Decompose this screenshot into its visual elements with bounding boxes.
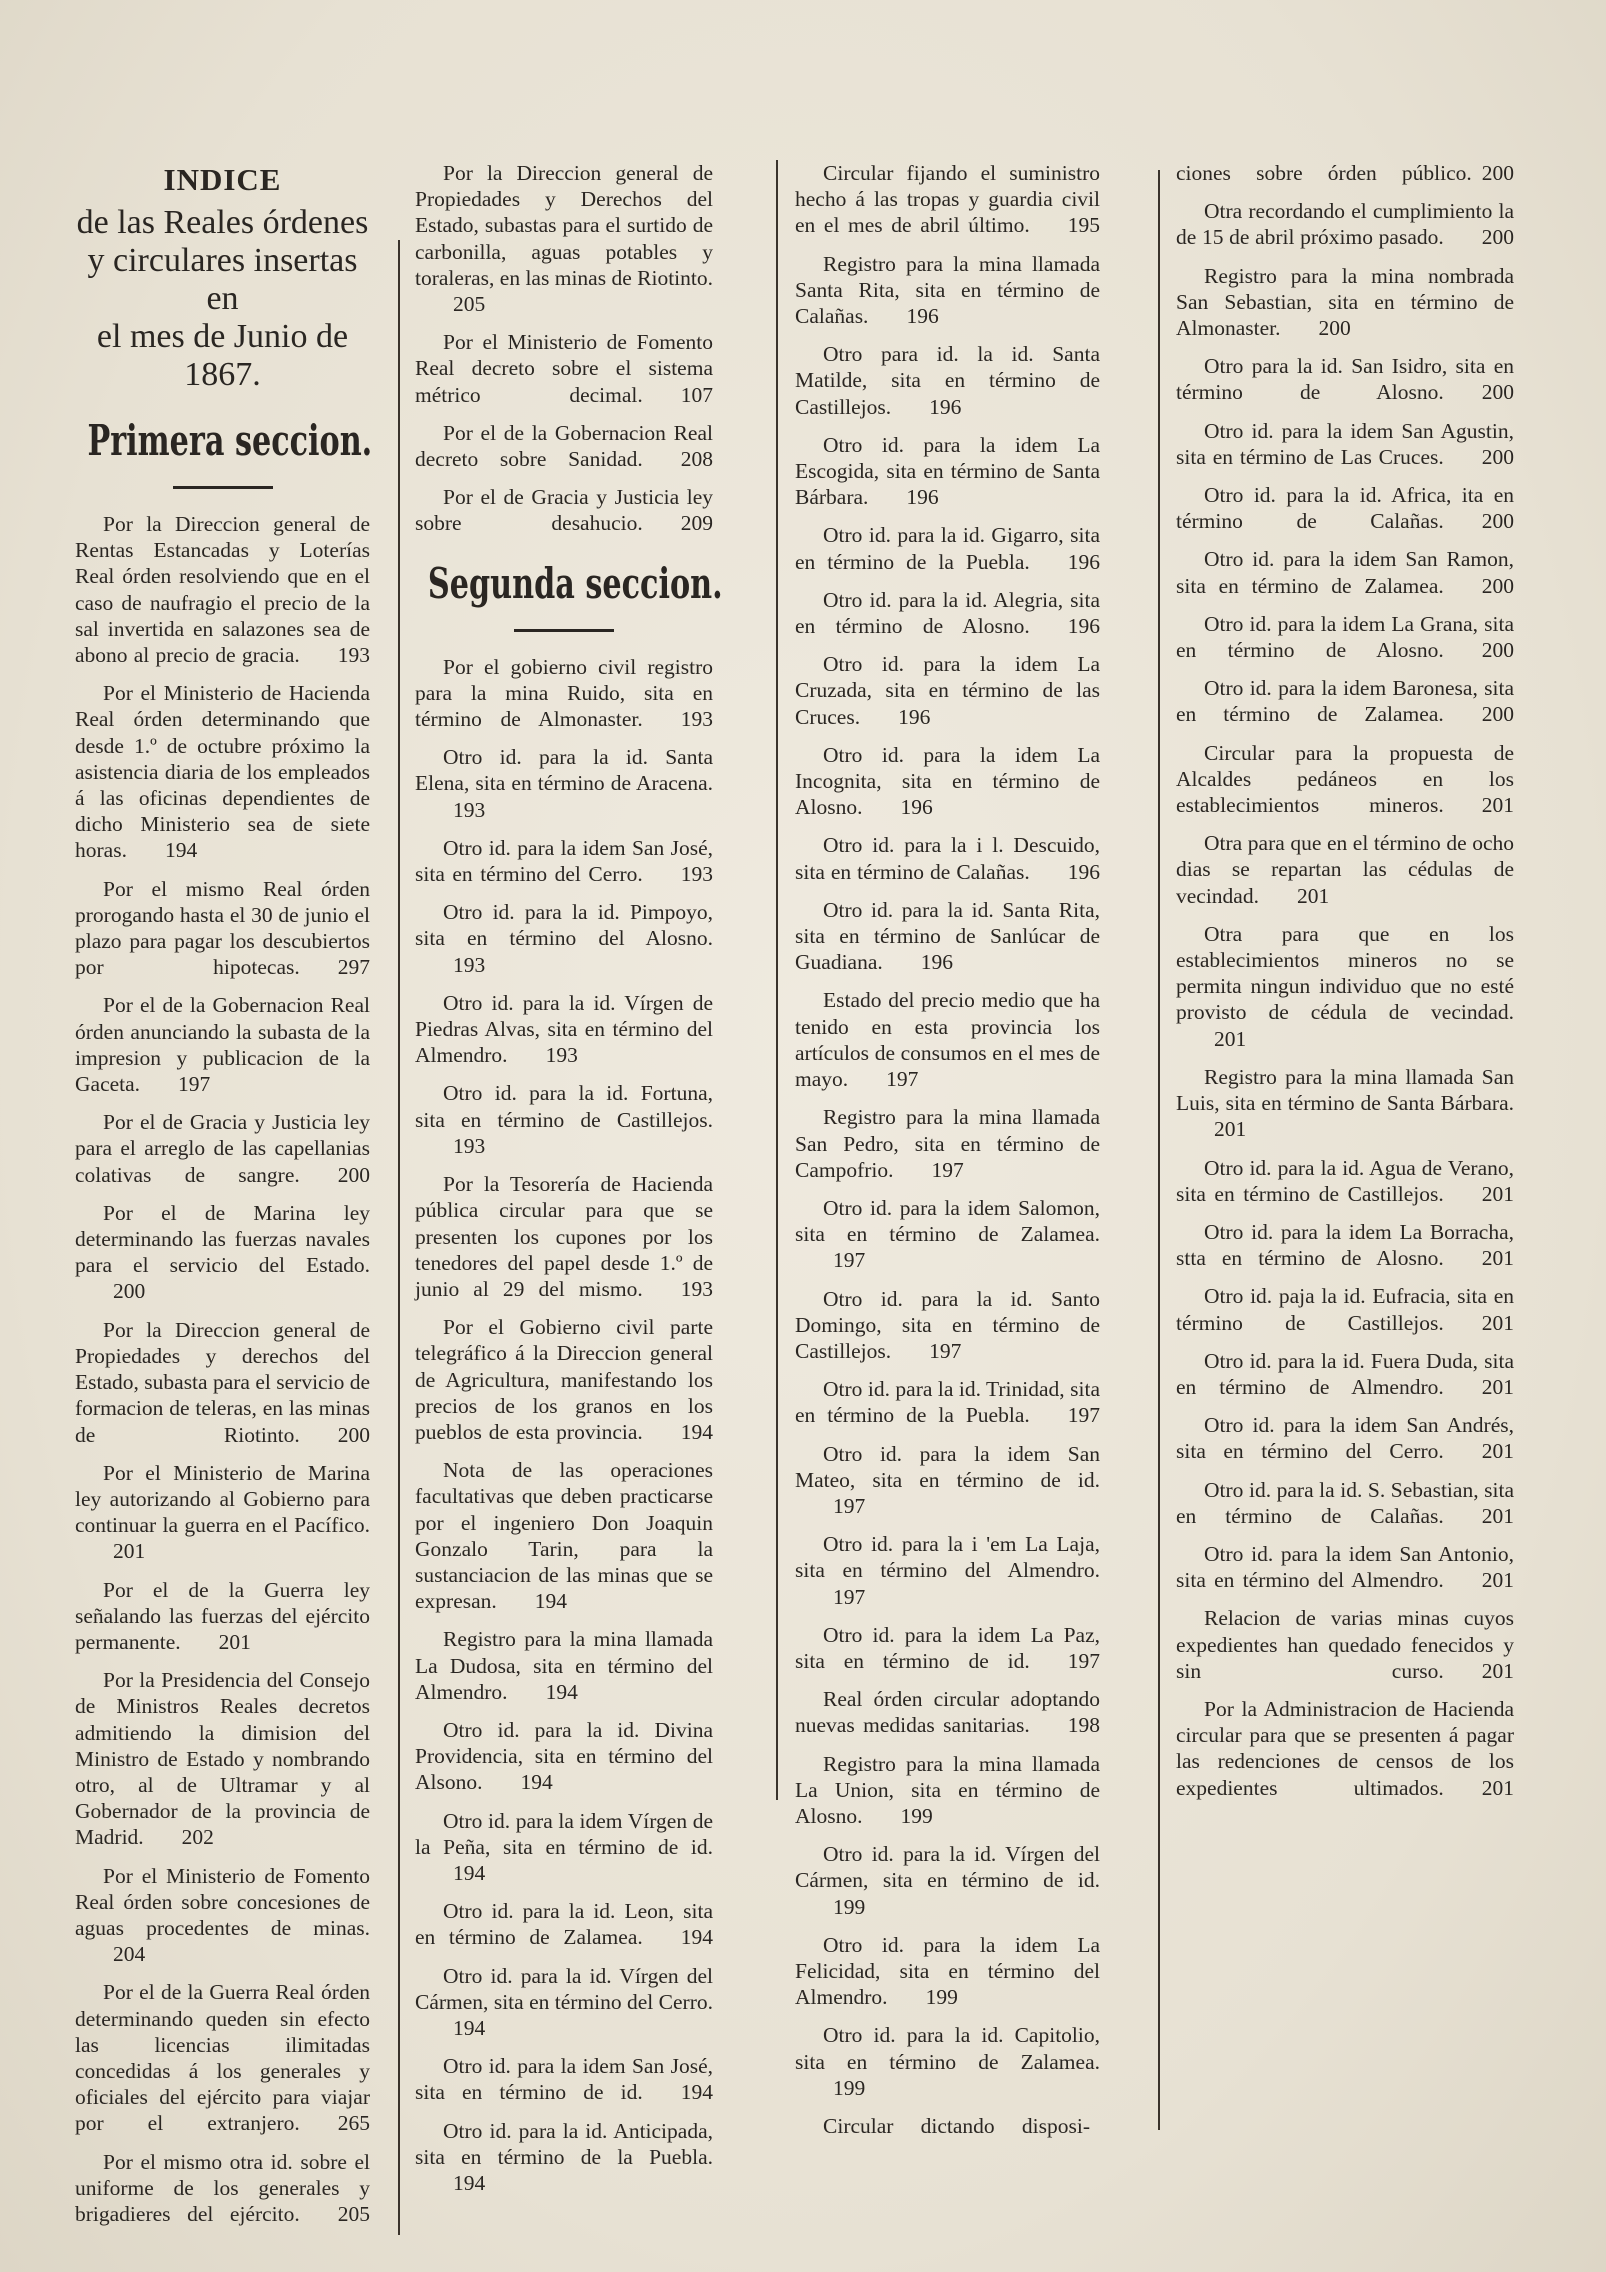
page-number: 194 bbox=[680, 2080, 713, 2105]
section-divider bbox=[173, 486, 273, 489]
entry-text: Por la Direccion general de Rentas Estancadas y Loterías Real órden resolviendo que en el caso de naufragio el precio de la sal invertida en salazones sea de abono al precio de gracia. bbox=[75, 512, 370, 668]
index-entry bbox=[415, 1171, 713, 1302]
entry-text: Por la Tesorería de Hacienda pública circular para que se presenten los cupones por los tenedores del papel desde 1.º de junio al 29 del mismo. bbox=[415, 1172, 713, 1301]
index-entry bbox=[1176, 198, 1514, 250]
page-number: 197 bbox=[929, 1338, 962, 1363]
page-number: 200 bbox=[1481, 225, 1514, 250]
page-number: 200 bbox=[1481, 380, 1514, 405]
entry-text: Otro id. para la idem Baronesa, sita en término de Zalamea. bbox=[1176, 676, 1514, 727]
entry-text: Circular para la propuesta de Alcaldes pedáneos en los establecimientos mineros. bbox=[1176, 740, 1514, 818]
index-entry bbox=[1176, 1541, 1514, 1593]
index-entry bbox=[415, 835, 713, 887]
entry-text: Otro id. para la id. Divina Providencia, sita en término del Alsono. bbox=[415, 1717, 713, 1795]
entry-text: Otro id. para la idem San Ramon, sita en término de Zalamea. bbox=[1176, 547, 1514, 598]
index-entry bbox=[795, 1841, 1100, 1920]
page-number: 196 bbox=[1067, 614, 1100, 639]
entry-text: Por el Gobierno civil parte telegráfico á la Direccion general de Agricultura, manifestando los precios de los granos en los pueblos de esta provincia. bbox=[415, 1315, 713, 1444]
index-entry bbox=[75, 1863, 370, 1968]
page-number: 194 bbox=[164, 838, 198, 863]
index-entry bbox=[795, 432, 1100, 511]
page-number: 205 bbox=[453, 292, 486, 317]
index-entry bbox=[415, 1457, 713, 1614]
page-number: 201 bbox=[1481, 1503, 1514, 1528]
entry-text: Otro id. para la id. Agua de Verano, sita en término de Castillejos. bbox=[1176, 1155, 1514, 1206]
index-entry bbox=[415, 160, 713, 317]
entry-text: Otro id. para la id. Fuera Duda, sita en término de Almendro. bbox=[1176, 1348, 1514, 1399]
entry-text: Por el de la Gobernacion Real decreto sobre Sanidad. bbox=[415, 420, 713, 472]
page-number: 200 bbox=[1481, 444, 1514, 469]
index-entry bbox=[795, 1622, 1100, 1674]
entry-text: Por la Direccion general de Propiedades y derechos del Estado, subasta para el servicio de formacion de teleras, en las minas de Riotinto. bbox=[75, 1317, 370, 1447]
page-number: 200 bbox=[1318, 316, 1351, 341]
page-number: 194 bbox=[680, 1419, 713, 1444]
entry-text: Por el Ministerio de Fomento Real órden sobre concesiones de aguas procedentes de minas. bbox=[75, 1863, 370, 1940]
index-entry bbox=[75, 1667, 370, 1850]
entry-text: Por el Ministerio de Marina ley autorizando al Gobierno para continuar la guerra en el Pacífico. bbox=[75, 1460, 370, 1538]
page-number: 200 bbox=[1481, 509, 1514, 534]
index-entry bbox=[1176, 1155, 1514, 1207]
page-number: 201 bbox=[1481, 1568, 1514, 1593]
entry-text: Otro id. para la id. Santa Rita, sita en término de Sanlúcar de Guadiana. bbox=[795, 897, 1100, 975]
entry-text: Otro id. para la id. Anticipada, sita en término de la Puebla. bbox=[415, 2118, 713, 2169]
entry-text: Otro id. para la idem San Agustin, sita en término de Las Cruces. bbox=[1176, 418, 1514, 469]
page-number: 200 bbox=[1481, 573, 1514, 598]
page-number: 199 bbox=[833, 2075, 866, 2100]
index-entry bbox=[1176, 546, 1514, 598]
entry-list bbox=[415, 160, 713, 537]
index-entry bbox=[795, 742, 1100, 821]
index-entry bbox=[1176, 1412, 1514, 1464]
page-number: 201 bbox=[113, 1539, 146, 1564]
page-number: 209 bbox=[680, 511, 713, 536]
entry-text: Por el de la Guerra Real órden determinando queden sin efecto las licencias ilimitadas concedidas á los generales y oficiales del ejército para viajar por el extranjero. bbox=[75, 1980, 370, 2136]
index-entry bbox=[795, 897, 1100, 976]
page-number: 265 bbox=[337, 2111, 370, 2136]
entry-text: Estado del precio medio que ha tenido en esta provincia los artículos de consumos en el mes de mayo. bbox=[795, 988, 1100, 1092]
entry-text: Por la Administracion de Hacienda circular para que se presenten á pagar las redenciones de censos de los expedientes ultimados. bbox=[1176, 1696, 1514, 1800]
page-number: 196 bbox=[900, 795, 933, 820]
entry-text: Circular fijando el suministro hecho á las tropas y guardia civil en el mes de abril último. bbox=[795, 161, 1100, 238]
index-entry bbox=[795, 1286, 1100, 1365]
entry-text: Por el gobierno civil registro para la mina Ruido, sita en término de Almonaster. bbox=[415, 654, 713, 732]
index-entry bbox=[795, 587, 1100, 639]
index-entry bbox=[1176, 611, 1514, 663]
index-entry bbox=[415, 1626, 713, 1705]
entry-text: Otro id. para la idem San José, sita en término de id. bbox=[415, 2054, 713, 2105]
column-3 bbox=[795, 160, 1100, 2252]
index-entry bbox=[415, 2118, 713, 2197]
index-entry bbox=[415, 1717, 713, 1796]
index-entry bbox=[415, 484, 713, 536]
entry-text: Por el Ministerio de Fomento Real decreto sobre el sistema métrico decimal. bbox=[415, 330, 713, 407]
index-entry bbox=[1176, 830, 1514, 909]
index-entry bbox=[795, 1195, 1100, 1274]
entry-text: Por el mismo Real órden prorogando hasta el 30 de junio el plazo para pagar los descubiertos por hipotecas. bbox=[75, 876, 370, 980]
index-entry bbox=[1176, 921, 1514, 1052]
index-entry bbox=[415, 899, 713, 978]
section-divider bbox=[514, 629, 614, 632]
entry-text: Por la Direccion general de Propiedades y Derechos del Estado, subastas para el surtido de carbonilla, aguas potables y toraleras, en las minas de Riotinto. bbox=[415, 161, 713, 290]
entry-text: Otro id. para la idem La Grana, sita en término de Alosno. bbox=[1176, 611, 1514, 663]
page-number: 201 bbox=[1481, 793, 1514, 818]
entry-text: Circular dictando disposi- bbox=[823, 2114, 1090, 2138]
column-2 bbox=[415, 160, 723, 2252]
page-number: 201 bbox=[1214, 1026, 1247, 1051]
entry-text: Otro id. paja la id. Eufracia, sita en término de Castillejos. bbox=[1176, 1284, 1514, 1335]
page-number: 195 bbox=[1067, 213, 1100, 238]
entry-text: Otro id. para la id. Pimpoyo, sita en término del Alosno. bbox=[415, 900, 713, 951]
index-entry bbox=[795, 651, 1100, 730]
page-number: 201 bbox=[1296, 883, 1330, 908]
page-number: 208 bbox=[680, 447, 713, 472]
section-title-segunda: Segunda seccion. bbox=[427, 558, 723, 608]
page-number: 200 bbox=[1481, 638, 1514, 663]
entry-text: Otro id. para la id. Gigarro, sita en término de la Puebla. bbox=[795, 523, 1100, 574]
page-number: 200 bbox=[337, 1162, 370, 1187]
index-entry bbox=[75, 511, 370, 668]
index-entry bbox=[795, 160, 1100, 239]
entry-text: Otro id. para la idem San José, sita en término del Cerro. bbox=[415, 835, 713, 887]
entry-text: Otro id. para la id. Fortuna, sita en término de Castillejos. bbox=[415, 1081, 713, 1132]
page-number: 200 bbox=[113, 1279, 146, 1304]
page-number: 201 bbox=[1481, 1246, 1514, 1271]
index-entry bbox=[415, 1898, 713, 1950]
index-entry bbox=[795, 1441, 1100, 1520]
entry-text: Por el mismo otra id. sobre el uniforme de los generales y brigadieres del ejército. bbox=[75, 2149, 370, 2226]
index-subtitle-2: y circulares insertas en bbox=[87, 242, 358, 317]
entry-text: Por el de la Guerra ley señalando las fuerzas del ejército permanente. bbox=[75, 1577, 370, 1654]
index-entry bbox=[415, 1314, 713, 1445]
page-number: 194 bbox=[453, 2171, 486, 2195]
index-entry bbox=[1176, 1477, 1514, 1529]
index-entry bbox=[415, 990, 713, 1069]
entry-text: Otro id. para la idem Salomon, sita en término de Zalamea. bbox=[795, 1195, 1100, 1247]
index-entry bbox=[75, 1577, 370, 1656]
page-number: 196 bbox=[906, 304, 939, 329]
index-entry bbox=[415, 1080, 713, 1159]
entry-text: Registro para la mina llamada San Pedro, sita en término de Campofrio. bbox=[795, 1105, 1100, 1182]
entry-list bbox=[1176, 160, 1514, 1801]
page-number: 194 bbox=[520, 1770, 553, 1795]
page-number: 199 bbox=[833, 1894, 866, 1919]
page-number: 201 bbox=[1481, 1658, 1514, 1683]
page-number: 197 bbox=[833, 1493, 866, 1518]
index-entry bbox=[75, 1200, 370, 1305]
index-entry bbox=[1176, 1064, 1514, 1143]
page-number: 194 bbox=[453, 2015, 486, 2040]
entry-text: Otro id. para la idem La Incognita, sita en término de Alosno. bbox=[795, 742, 1100, 820]
index-entry bbox=[795, 832, 1100, 884]
index-subtitle-3: el mes de Junio de 1867. bbox=[96, 318, 349, 393]
page-number: 198 bbox=[1067, 1713, 1100, 1738]
entry-list bbox=[415, 654, 713, 2197]
page-number: 197 bbox=[931, 1157, 964, 1182]
entry-text: Otro id. para la id. Vírgen del Cármen, sita en término del Cerro. bbox=[415, 1963, 713, 2014]
entry-list bbox=[75, 511, 370, 2227]
index-entry bbox=[415, 329, 713, 408]
index-entry bbox=[1176, 263, 1514, 342]
page-number: 197 bbox=[1067, 1403, 1100, 1428]
entry-text: Otro id. para la id. Vírgen de Piedras Alvas, sita en término del Almendro. bbox=[415, 990, 713, 1068]
entry-text: Por el Ministerio de Hacienda Real órden determinando que desde 1.º de octubre próximo la asistencia diaria de los empleados á las oficinas dependientes de dicho Ministerio sea de siete horas. bbox=[75, 681, 370, 863]
entry-text: Otro id. para la id. Capitolio, sita en término de Zalamea. bbox=[795, 2023, 1100, 2074]
index-entry bbox=[1176, 1605, 1514, 1684]
index-entry bbox=[795, 1932, 1100, 2011]
entry-text: Otro id. para la i l. Descuido, sita en término de Calañas. bbox=[795, 833, 1100, 884]
index-entry bbox=[1176, 482, 1514, 534]
entry-text: Otro id. para la idem La Escogida, sita en término de Santa Bárbara. bbox=[795, 432, 1100, 510]
page-number: 201 bbox=[1481, 1310, 1514, 1335]
entry-text: Registro para la mina llamada Santa Rita, sita en término de Calañas. bbox=[795, 251, 1100, 329]
entry-text: Otro para id. la id. Santa Matilde, sita en término de Castillejos. bbox=[795, 342, 1100, 419]
index-entry bbox=[415, 420, 713, 472]
section-title-primera: Primera seccion. bbox=[87, 416, 373, 465]
page-number: 193 bbox=[453, 952, 486, 977]
entry-text: Registro para la mina llamada San Luis, sita en término de Santa Bárbara. bbox=[1176, 1064, 1514, 1116]
index-entry bbox=[795, 987, 1100, 1092]
page-number: 193 bbox=[680, 707, 713, 732]
page-number: 197 bbox=[833, 1584, 866, 1609]
entry-text: Otro id. para la idem San Andrés, sita en término del Cerro. bbox=[1176, 1413, 1514, 1464]
page-number: 194 bbox=[680, 1925, 713, 1950]
entry-text: Otra para que en el término de ocho dias se repartan las cédulas de vecindad. bbox=[1176, 831, 1514, 908]
entry-text: Otro id. para la id. Alegria, sita en término de Alosno. bbox=[795, 587, 1100, 639]
page-number: 196 bbox=[920, 950, 954, 975]
page-number: 201 bbox=[1481, 1374, 1514, 1399]
page-number: 196 bbox=[929, 394, 962, 419]
index-entry bbox=[795, 522, 1100, 574]
index-entry bbox=[75, 1460, 370, 1565]
page-number: 194 bbox=[534, 1589, 568, 1614]
entry-text: Real órden circular adoptando nuevas medidas sanitarias. bbox=[795, 1687, 1100, 1738]
page-number: 201 bbox=[1481, 1181, 1514, 1206]
column-rule bbox=[398, 240, 400, 2235]
index-entry bbox=[75, 1109, 370, 1188]
page-number: 193 bbox=[453, 797, 486, 822]
index-entry bbox=[75, 876, 370, 981]
index-entry bbox=[75, 992, 370, 1097]
page-number: 197 bbox=[833, 1248, 866, 1273]
page-number: 107 bbox=[680, 382, 713, 407]
entry-text: Otro id. para la id. Leon, sita en término de Zalamea. bbox=[415, 1899, 713, 1950]
entry-text: Por el de Gracia y Justicia ley sobre desahucio. bbox=[415, 485, 713, 536]
page-number: 201 bbox=[1481, 1775, 1514, 1800]
index-entry bbox=[1176, 675, 1514, 727]
entry-text: Otro id. para la idem San Mateo, sita en término de id. bbox=[795, 1441, 1100, 1492]
entry-text: Otro id. para la id. S. Sebastian, sita en término de Calañas. bbox=[1176, 1477, 1514, 1528]
column-rule bbox=[1158, 170, 1160, 2130]
page-number: 197 bbox=[1067, 1648, 1100, 1673]
entry-text: Otro id. para la idem La Paz, sita en término de id. bbox=[795, 1622, 1100, 1673]
entry-text: Otro id. para la id. Santa Elena, sita en término de Aracena. bbox=[415, 745, 713, 796]
index-entry bbox=[795, 1751, 1100, 1830]
page-number: 196 bbox=[1067, 549, 1100, 574]
index-entry bbox=[795, 1104, 1100, 1183]
page-number: 199 bbox=[900, 1803, 933, 1828]
page-number: 200 bbox=[337, 1422, 370, 1447]
page-number: 205 bbox=[337, 2201, 370, 2226]
page-number: 194 bbox=[545, 1679, 578, 1704]
index-entry bbox=[75, 1979, 370, 2136]
page-number: 297 bbox=[337, 955, 370, 980]
page-number: 197 bbox=[178, 1072, 211, 1097]
page-number: 201 bbox=[1214, 1117, 1247, 1142]
page-number: 193 bbox=[680, 1276, 713, 1301]
index-entry bbox=[415, 744, 713, 823]
page-number: 196 bbox=[906, 485, 939, 510]
page-number: 202 bbox=[181, 1825, 214, 1850]
entry-text: Otro id. para la id. Vírgen del Cármen, sita en término de id. bbox=[795, 1842, 1100, 1893]
index-entry bbox=[1176, 418, 1514, 470]
index-title: INDICE bbox=[163, 162, 282, 197]
entry-text: Otro id. para la idem La Borracha, stta en término de Alosno. bbox=[1176, 1219, 1514, 1271]
entry-text: Otra para que en los establecimientos mineros no se permita ningun individuo que no esté provisto de cédula de vecindad. bbox=[1176, 921, 1514, 1025]
index-entry bbox=[75, 2149, 370, 2228]
entry-text: Otro id. para la idem La Felicidad, sita en término del Almendro. bbox=[795, 1932, 1100, 2010]
entry-text: Otra recordando el cumplimiento la de 15 de abril próximo pasado. bbox=[1176, 199, 1514, 250]
index-entry bbox=[1176, 353, 1514, 405]
entry-text: Por el de la Gobernacion Real órden anunciando la subasta de la impresion y publicacion de la Gaceta. bbox=[75, 993, 370, 1097]
entry-text: Otro para la id. San Isidro, sita en término de Alosno. bbox=[1176, 354, 1514, 405]
entry-text: Otro id. para la idem La Cruzada, sita en término de las Cruces. bbox=[795, 652, 1100, 729]
page-number: 193 bbox=[337, 643, 370, 668]
page-number: 201 bbox=[218, 1629, 251, 1654]
index-entry bbox=[415, 2053, 713, 2105]
entry-text: Otro id. para la idem San Antonio, sita en término del Almendro. bbox=[1176, 1541, 1514, 1593]
column-1 bbox=[75, 160, 373, 2252]
page-number: 193 bbox=[453, 1133, 486, 1158]
entry-text: Por la Presidencia del Consejo de Ministros Reales decretos admitiendo la dimision del Ministro de Estado y nombrando otro, al de Ultramar y al Gobernador de la provincia de Madrid. bbox=[75, 1668, 370, 1850]
entry-text: Por el de Gracia y Justicia ley para el arreglo de las capellanias colativas de sangre. bbox=[75, 1110, 370, 1187]
index-entry bbox=[795, 2113, 1100, 2139]
entry-list bbox=[795, 160, 1100, 2139]
index-subtitle-1: de las Reales órdenes bbox=[76, 204, 369, 241]
page-number: 193 bbox=[545, 1043, 578, 1068]
index-entry bbox=[75, 1317, 370, 1448]
index-entry bbox=[1176, 1696, 1514, 1801]
page-number: 194 bbox=[453, 1860, 486, 1885]
entry-text: Nota de las operaciones facultativas que deben practicarse por el ingeniero Don Joaquin Gonzalo Tarin, para la sustanciacion de las minas que se expresan. bbox=[415, 1458, 713, 1614]
page-number: 193 bbox=[680, 862, 713, 887]
entry-text: Relacion de varias minas cuyos expedientes han quedado fenecidos y sin curso. bbox=[1176, 1606, 1514, 1683]
index-entry bbox=[795, 341, 1100, 420]
page-number: 200 bbox=[1481, 702, 1514, 727]
entry-text: Otro id. para la id. Trinidad, sita en término de la Puebla. bbox=[795, 1377, 1100, 1428]
page-number: 200 bbox=[1481, 161, 1514, 185]
index-entry bbox=[415, 1808, 713, 1887]
index-entry bbox=[795, 1686, 1100, 1738]
entry-text: Otro id. para la id. Santo Domingo, sita en término de Castillejos. bbox=[795, 1286, 1100, 1363]
index-entry bbox=[1176, 1283, 1514, 1335]
page-number: 204 bbox=[113, 1942, 146, 1967]
page-number: 196 bbox=[1067, 859, 1100, 884]
entry-text: Registro para la mina llamada La Union, sita en término de Alosno. bbox=[795, 1751, 1100, 1828]
index-entry bbox=[795, 2022, 1100, 2101]
index-entry bbox=[795, 1376, 1100, 1428]
page-number: 199 bbox=[925, 1985, 958, 2010]
page-number: 197 bbox=[886, 1067, 919, 1092]
index-entry bbox=[795, 1531, 1100, 1610]
entry-text: Otro id. para la i 'em La Laja, sita en término del Almendro. bbox=[795, 1532, 1100, 1583]
entry-text: Otro id. para la id. Africa, ita en término de Calañas. bbox=[1176, 483, 1514, 534]
index-entry bbox=[1176, 1348, 1514, 1400]
page-number: 201 bbox=[1481, 1439, 1514, 1464]
entry-text: Registro para la mina llamada La Dudosa, sita en término del Almendro. bbox=[415, 1627, 713, 1704]
index-entry bbox=[75, 680, 370, 863]
index-entry bbox=[1176, 160, 1514, 186]
entry-text: Registro para la mina nombrada San Sebastian, sita en término de Almonaster. bbox=[1176, 263, 1514, 341]
index-entry bbox=[415, 654, 713, 733]
column-rule bbox=[776, 160, 778, 1800]
entry-text: Otro id. para la idem Vírgen de la Peña, sita en término de id. bbox=[415, 1808, 713, 1859]
entry-text: Por el de Marina ley determinando las fuerzas navales para el servicio del Estado. bbox=[75, 1200, 370, 1278]
column-4 bbox=[1176, 160, 1514, 2252]
index-entry bbox=[795, 251, 1100, 330]
index-entry bbox=[415, 1963, 713, 2042]
entry-text: ciones sobre órden público. bbox=[1176, 161, 1472, 185]
index-entry bbox=[1176, 1219, 1514, 1271]
page-number: 196 bbox=[898, 704, 931, 729]
index-entry bbox=[1176, 740, 1514, 819]
